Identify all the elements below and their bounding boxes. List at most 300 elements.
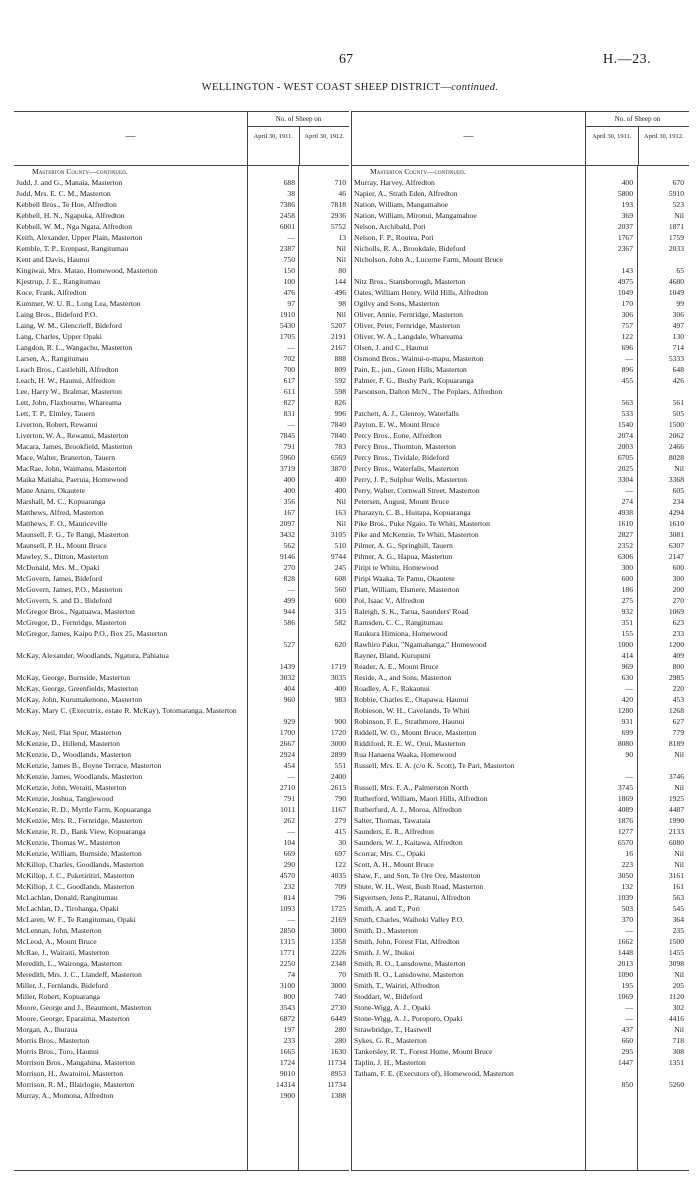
sheep-count-1911: 186 [621, 585, 633, 594]
sheep-count-group-label: No. of Sheep on [248, 112, 349, 127]
sheep-count-1911: 1662 [617, 937, 633, 946]
sheep-count-1912: 1871 [668, 222, 684, 231]
sheep-count-1912: Nil [674, 783, 684, 792]
owner-name: Percy Bros., Waterfalls, Masterton [354, 464, 459, 473]
table-row [14, 353, 349, 364]
sheep-count-1911: 7845 [279, 431, 295, 440]
sheep-count-1912: 3035 [330, 673, 346, 682]
sheep-count-1912: 302 [672, 1003, 684, 1012]
owner-name: Ogilvy and Sons, Masterton [354, 299, 440, 308]
owner-name: Judd, J. and G., Manaia, Masterton [16, 178, 123, 187]
sheep-count-1911: 2667 [279, 739, 295, 748]
table-row [14, 892, 349, 903]
sheep-count-1911: 791 [283, 794, 295, 803]
sheep-count-1912: 983 [334, 695, 346, 704]
sheep-count-1912: 3098 [668, 959, 684, 968]
owner-name: Langdon, R. L., Wangachu, Masterton [16, 343, 133, 352]
sheep-count-1912: 2400 [330, 772, 346, 781]
table-row [352, 232, 689, 243]
sheep-count-1911: 503 [621, 904, 633, 913]
owner-name: Ramsden, C. C., Rangitumau [354, 618, 443, 627]
sheep-count-1911: 90 [625, 750, 633, 759]
sheep-count-1912: 496 [334, 288, 346, 297]
owner-name: Maika Matiaha, Paeruia, Homewood [16, 475, 128, 484]
owner-name: Meredith, Mrs. J. C., Llandeff, Masterton [16, 970, 142, 979]
sheep-count-1911: 1900 [279, 1091, 295, 1100]
sheep-count-1911: 1448 [617, 948, 633, 957]
owner-name: Robbie, Charles E., Otapawa, Haunui [354, 695, 469, 704]
owner-name: Rutherford, William, Maori Hills, Alfredton [354, 794, 488, 803]
owner-name: Pilmer, A. G., Springhill, Tauern [354, 541, 453, 550]
sheep-count-1912: 714 [672, 343, 684, 352]
table-row [352, 947, 689, 958]
owner-name: Smith, T., Wairiri, Alfredton [354, 981, 440, 990]
owner-name: McLachlan, Donald, Rangitumau [16, 893, 118, 902]
sheep-count-1911: 944 [283, 607, 295, 616]
sheep-count-1911: 3050 [617, 871, 633, 880]
owner-name: Nation, William, Mironui, Mangamahoe [354, 211, 477, 220]
table-row [14, 364, 349, 375]
sheep-count-1911: 757 [621, 321, 633, 330]
owner-name: Kebbell, W. M., Nga Ngata, Alfredton [16, 222, 132, 231]
table-row [352, 474, 689, 485]
table-row [14, 793, 349, 804]
table-row [14, 441, 349, 452]
owner-name: Miller, Robert, Kopuaranga [16, 992, 101, 1001]
table-row [352, 188, 689, 199]
table-row [14, 694, 349, 705]
sheep-count-1912: 300 [672, 574, 684, 583]
sheep-count-1911: 527 [283, 640, 295, 649]
owner-name: Piripi Waaka, Te Pamu, Okautete [354, 574, 455, 583]
table-row [14, 408, 349, 419]
sheep-count-1912: Nil [336, 497, 346, 506]
owner-name: Larsen, A., Rangitumau [16, 354, 89, 363]
owner-name: Oliver, Annie, Fernridge, Masterton [354, 310, 463, 319]
sheep-count-1912: 7840 [330, 420, 346, 429]
table-row [352, 529, 689, 540]
sheep-count-1911: 6570 [617, 838, 633, 847]
table-row [352, 408, 689, 419]
sheep-count-1912: 1455 [668, 948, 684, 957]
year-1911-header: April 30, 1911. [253, 133, 293, 140]
owner-name: McLeod, A., Mount Bruce [16, 937, 97, 946]
page-number: 67 [339, 52, 353, 67]
sheep-count-1911: 306 [621, 310, 633, 319]
sheep-count-1912: 605 [672, 486, 684, 495]
owner-name: Smith, John, Forest Flat, Alfredton [354, 937, 460, 946]
sheep-count-1912: 7818 [330, 200, 346, 209]
table-row [14, 848, 349, 859]
owner-name: Moore, George and J., Beaumont, Masterton [16, 1003, 152, 1012]
table-row [352, 661, 689, 672]
table-row [14, 881, 349, 892]
table-row [14, 188, 349, 199]
sheep-count-1912: 8028 [668, 453, 684, 462]
owner-name: Mane Anaru, Okautete [16, 486, 85, 495]
owner-name: Osmond Bros., Wainui-o-mapu, Masterton [354, 354, 484, 363]
sheep-count-1911: 700 [283, 365, 295, 374]
table-row [352, 595, 689, 606]
owner-name: Lang, Charles, Upper Opaki [16, 332, 102, 341]
table-row [352, 320, 689, 331]
owner-name: Smith, R. O., Lansdowne, Masterton [354, 959, 466, 968]
sheep-count-1911: — [287, 772, 295, 781]
owner-name: Platt, William, Elsmere, Masterton [354, 585, 460, 594]
sheep-count-1912: 1500 [668, 937, 684, 946]
sheep-count-1912: 545 [672, 904, 684, 913]
owner-name: Kingiwai, Mrs. Matao, Homewood, Masterton [16, 266, 158, 275]
table-row [352, 837, 689, 848]
sheep-count-1912: 1630 [330, 1047, 346, 1056]
owner-name: Rua Hanaena Waaka, Homewood [354, 750, 457, 759]
owner-name: Smith, A. and T., Pori [354, 904, 420, 913]
table-row [352, 716, 689, 727]
sheep-count-1912: 453 [672, 695, 684, 704]
sheep-count-1912: 561 [672, 398, 684, 407]
table-row [14, 386, 349, 397]
owner-name: Percy Bros., Thornton, Masterton [354, 442, 456, 451]
table-row [352, 617, 689, 628]
sheep-count-1911: 2827 [617, 530, 633, 539]
table-row [352, 606, 689, 617]
table-row [14, 1046, 349, 1057]
owner-name: Moore, George, Eparaima, Masterton [16, 1014, 130, 1023]
sheep-count-1912: 99 [676, 299, 684, 308]
table-row [14, 287, 349, 298]
sheep-count-1912: 2033 [668, 244, 684, 253]
table-row [14, 617, 349, 628]
owner-name: Kemble, T. P., Erenpast, Rangitumau [16, 244, 129, 253]
sheep-count-1911: — [625, 684, 633, 693]
table-row [14, 210, 349, 221]
sheep-count-1912: Nil [674, 1025, 684, 1034]
table-row [14, 342, 349, 353]
table-row [14, 837, 349, 848]
sheep-count-1911: 932 [621, 607, 633, 616]
sheep-count-1912: 4294 [668, 508, 684, 517]
owner-name: Sykes, G. R., Masterton [354, 1036, 427, 1045]
sheep-count-1911: 828 [283, 574, 295, 583]
owner-name: Nation, William, Mangamahoe [354, 200, 449, 209]
owner-name: Scott, A. H., Mount Bruce [354, 860, 434, 869]
sheep-count-1912: 3870 [330, 464, 346, 473]
owner-name: Macara, James, Brookfield, Masterton [16, 442, 133, 451]
sheep-count-1912: 5260 [668, 1080, 684, 1089]
owner-name: McGovern, S. and D., Bideford [16, 596, 112, 605]
sheep-count-1911: 617 [283, 376, 295, 385]
sheep-count-1912: 6307 [668, 541, 684, 550]
table-row [352, 892, 689, 903]
sheep-count-1911: 2458 [279, 211, 295, 220]
owner-name: Morris Bros., Masterton [16, 1036, 90, 1045]
owner-name: McKenzie, Joshua, Tanglewood [16, 794, 114, 803]
sheep-count-1911: 5800 [617, 189, 633, 198]
name-column-header: — [463, 131, 474, 142]
owner-name: Pilmer, A. G., Hapua, Masterton [354, 552, 453, 561]
sheep-count-1911: — [625, 486, 633, 495]
owner-name: Oates, William Henry, Wild Hills, Alfredton [354, 288, 489, 297]
sheep-count-1911: 232 [283, 882, 295, 891]
table-row [352, 496, 689, 507]
owner-name: Meredith, L., Waironga, Masterton [16, 959, 122, 968]
owner-name: McKay, Mary C. (Executrix, estate R. McKay), Totomaranga, Masterton [16, 706, 237, 715]
sheep-count-1912: 888 [334, 354, 346, 363]
sheep-count-1911: 300 [621, 563, 633, 572]
table-row [14, 804, 349, 815]
owner-name: Morrison Bros., Mangahina, Masterton [16, 1058, 135, 1067]
owner-name: Miller, J., Fernlands, Bideford [16, 981, 108, 990]
owner-name: Taplin, J. H., Masterton [354, 1058, 426, 1067]
sheep-count-1911: 104 [283, 838, 295, 847]
sheep-count-1912: 122 [334, 860, 346, 869]
owner-name: McKenzie, Thomas W., Masterton [16, 838, 121, 847]
sheep-count-1911: 274 [621, 497, 633, 506]
owner-name: Smith, J. W., Ihukoi [354, 948, 415, 957]
sheep-count-1912: 800 [672, 662, 684, 671]
owner-name: McGregor, James, Kaipo P.O., Box 25, Masterton [16, 629, 168, 638]
table-row [14, 199, 349, 210]
table-row [352, 331, 689, 342]
table-row [352, 991, 689, 1002]
sheep-count-1912: 8189 [668, 739, 684, 748]
sheep-count-1911: 122 [621, 332, 633, 341]
sheep-count-1912: 3000 [330, 739, 346, 748]
sheep-count-1912: 415 [334, 827, 346, 836]
sheep-count-1911: 400 [621, 178, 633, 187]
sheep-count-1911: 850 [621, 1080, 633, 1089]
table-row [14, 221, 349, 232]
owner-name: McKenzie, Mrs. R., Fernridge, Masterton [16, 816, 143, 825]
table-row [352, 1046, 689, 1057]
sheep-count-1912: 809 [334, 365, 346, 374]
table-row [352, 705, 689, 716]
sheep-count-1911: 800 [283, 992, 295, 1001]
owner-name: McLennan, John, Masterton [16, 926, 102, 935]
owner-name: McLachlan, D., Tirohanga, Opaki [16, 904, 119, 913]
owner-name: Smith, D., Masterton [354, 926, 418, 935]
owner-name: Nicholls, R. A., Brookdale, Bideford [354, 244, 466, 253]
sheep-count-1911: 2250 [279, 959, 295, 968]
sheep-count-1912: 306 [672, 310, 684, 319]
sheep-count-1911: 586 [283, 618, 295, 627]
table-row [14, 980, 349, 991]
owner-name: Percy Bros., Tividale, Bideford [354, 453, 449, 462]
owner-name: Pike and McKenzie, Te Whiti, Masterton [354, 530, 479, 539]
table-row [14, 705, 349, 727]
sheep-count-1912: 65 [676, 266, 684, 275]
sheep-count-1912: Nil [336, 244, 346, 253]
sheep-count-1912: 996 [334, 409, 346, 418]
sheep-count-1911: 7386 [279, 200, 295, 209]
sheep-count-1912: 6080 [668, 838, 684, 847]
sheep-count-1911: 533 [621, 409, 633, 418]
table-row [352, 1002, 689, 1013]
sheep-count-1911: 4938 [617, 508, 633, 517]
sheep-count-1911: — [625, 926, 633, 935]
owner-name: Raukura Himiona, Homewood [354, 629, 448, 638]
sheep-count-1912: 592 [334, 376, 346, 385]
owner-name: McKay, George, Burnside, Masterton [16, 673, 131, 682]
sheep-count-1911: 197 [283, 1025, 295, 1034]
sheep-count-1912: 3081 [668, 530, 684, 539]
sheep-count-1912: 1049 [668, 288, 684, 297]
sheep-count-1911: 404 [283, 684, 295, 693]
table-row [352, 518, 689, 529]
sheep-count-1912: 1268 [668, 706, 684, 715]
sheep-count-1911: 132 [621, 882, 633, 891]
sheep-count-1912: 5752 [330, 222, 346, 231]
sheep-count-1912: 46 [338, 189, 346, 198]
owner-name: Shute, W. H., West, Bush Road, Masterton [354, 882, 484, 891]
table-row [352, 650, 689, 661]
table-row [14, 298, 349, 309]
sheep-count-1912: 11734 [327, 1058, 346, 1067]
owner-name: Salter, Thomas, Tawataia [354, 816, 431, 825]
year-1911-header: April 30, 1911. [592, 133, 632, 140]
sheep-count-1912: 4487 [668, 805, 684, 814]
sheep-count-1911: 2710 [279, 783, 295, 792]
owner-name: Stone-Wigg, A. J., Opaki [354, 1003, 431, 1012]
owner-name: McKenzie, John, Weraiti, Masterton [16, 783, 127, 792]
owner-name: Liverton, W. A., Rewanui, Masterton [16, 431, 129, 440]
sheep-count-1911: 1724 [279, 1058, 295, 1067]
table-row [14, 518, 349, 529]
table-row [14, 738, 349, 749]
table-row [14, 991, 349, 1002]
table-row [14, 771, 349, 782]
sheep-count-1911: 1705 [279, 332, 295, 341]
sheep-count-1912: 400 [334, 475, 346, 484]
sheep-count-1912: 279 [334, 816, 346, 825]
table-row [14, 815, 349, 826]
owner-name: Reside, A., and Sons, Masterton [354, 673, 452, 682]
owner-name: Robieson, W. H., Cavelands, Te Whiti [354, 706, 470, 715]
table-row [14, 309, 349, 320]
sheep-count-1911: 356 [283, 497, 295, 506]
owner-name: Marshall, M. C., Kopuaranga [16, 497, 106, 506]
table-row [352, 815, 689, 826]
table-row [352, 628, 689, 639]
owner-name: Murray, A., Momona, Alfredton [16, 1091, 114, 1100]
owner-name: Leach, H. W., Haunui, Alfredton [16, 376, 115, 385]
sheep-count-1911: 2074 [617, 431, 633, 440]
sheep-count-1912: 2615 [330, 783, 346, 792]
table-row [14, 430, 349, 441]
table-row [14, 452, 349, 463]
table-row [352, 342, 689, 353]
owner-name: Nicholson, John A., Lucerne Farm, Mount Bruce [354, 255, 503, 264]
sheep-count-1912: 3368 [668, 475, 684, 484]
owner-name: Tankersley, R. T., Forest Home, Mount Bruce [354, 1047, 493, 1056]
sheep-count-1911: 2367 [617, 244, 633, 253]
sheep-count-1911: 1090 [617, 970, 633, 979]
owner-name: Leach Bros., Castlehill, Alfredton [16, 365, 119, 374]
owner-name: Riddell, W. O., Mount Bruce, Masterton [354, 728, 477, 737]
sheep-count-1912: Nil [336, 519, 346, 528]
table-row [352, 881, 689, 892]
owner-name: Oliver, W. A., Langdale, Whareama [354, 332, 463, 341]
sheep-count-1912: 308 [672, 1047, 684, 1056]
sheep-count-1911: 400 [283, 475, 295, 484]
sheep-count-1912: Nil [674, 860, 684, 869]
table-row [352, 1024, 689, 1035]
sheep-count-1911: 1876 [617, 816, 633, 825]
sheep-count-1912: 560 [334, 585, 346, 594]
table-row [14, 1013, 349, 1024]
owner-name: Laing Bros., Bideford P.O. [16, 310, 98, 319]
sheep-count-1911: 4975 [617, 277, 633, 286]
table-row [352, 727, 689, 738]
sheep-count-1912: 670 [672, 178, 684, 187]
table-row [14, 1002, 349, 1013]
table-row [14, 826, 349, 837]
sheep-count-1911: 2387 [279, 244, 295, 253]
sheep-count-1912: 2899 [330, 750, 346, 759]
sheep-count-1911: 167 [283, 508, 295, 517]
sheep-count-1911: 3432 [279, 530, 295, 539]
table-row [14, 969, 349, 980]
sheep-count-1911: — [625, 1014, 633, 1023]
owner-name: Murray, Harvey, Alfredton [354, 178, 435, 187]
table-row [14, 1090, 349, 1101]
table-row [14, 463, 349, 474]
sheep-count-1911: 562 [283, 541, 295, 550]
table-row [352, 254, 689, 276]
table-row [352, 452, 689, 463]
table-row [14, 749, 349, 760]
table-row [14, 1057, 349, 1068]
sheep-count-1911: 420 [621, 695, 633, 704]
sheep-count-1911: 1280 [617, 706, 633, 715]
table-row [352, 276, 689, 287]
sheep-count-1912: 409 [672, 651, 684, 660]
section-heading: Masterton County—continued. [370, 167, 466, 176]
sheep-count-1912: 608 [334, 574, 346, 583]
owner-name: Morris Bros., Toro, Haunui [16, 1047, 99, 1056]
table-row [14, 628, 349, 650]
sheep-count-1912: 426 [672, 376, 684, 385]
sheep-count-1912: 551 [334, 761, 346, 770]
owner-name: McGovern, James, P.O., Masterton [16, 585, 123, 594]
sheep-count-1912: Nil [674, 849, 684, 858]
table-row [14, 584, 349, 595]
owner-name: Payton, E. W., Mount Bruce [354, 420, 440, 429]
table-row [14, 1024, 349, 1035]
name-column-header: — [125, 131, 136, 142]
sheep-count-header [585, 112, 689, 165]
table-row [352, 1013, 689, 1024]
sheep-count-1911: — [287, 585, 295, 594]
table-row [352, 375, 689, 386]
owner-name: Pharazyn, C. B., Huitapa, Kopuaranga [354, 508, 471, 517]
sheep-count-1911: 3100 [279, 981, 295, 990]
sheep-count-1912: 1759 [668, 233, 684, 242]
sheep-count-1912: Nil [336, 255, 346, 264]
sheep-count-1912: 400 [334, 684, 346, 693]
sheep-count-1911: 97 [287, 299, 295, 308]
sheep-count-1912: 627 [672, 717, 684, 726]
sheep-count-1911: 600 [621, 574, 633, 583]
owner-name: Patchett, A. J., Glenroy, Waterfalls [354, 409, 459, 418]
sheep-count-1912: 1167 [331, 805, 346, 814]
sheep-count-1912: 233 [672, 629, 684, 638]
owner-name: McKillop, J. C., Goodlands, Masterton [16, 882, 135, 891]
sheep-count-1912: 1719 [330, 662, 346, 671]
table-row [352, 749, 689, 760]
owner-name: Smith R. O., Lansdowne, Masterton [354, 970, 464, 979]
year-1912-header: April 30, 1912. [299, 127, 350, 165]
